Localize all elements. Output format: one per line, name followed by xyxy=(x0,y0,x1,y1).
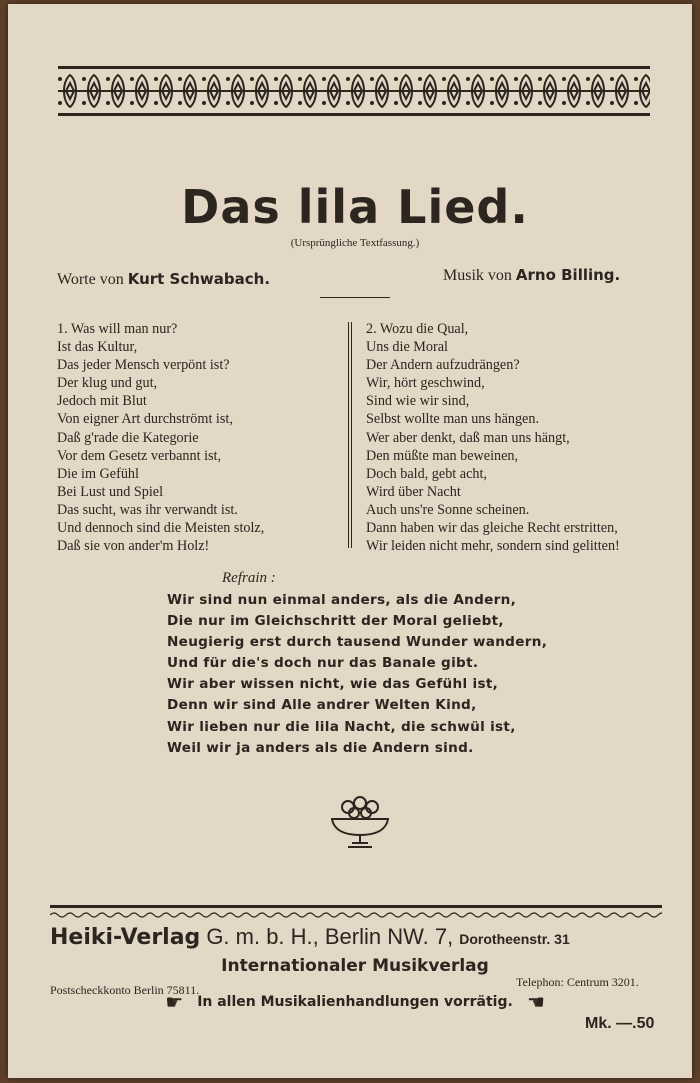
verse-line: Dann haben wir das gleiche Recht erstritten, xyxy=(366,520,618,537)
verse-line: Der Andern aufzudrängen? xyxy=(366,357,520,374)
lyricist-name: Kurt Schwabach. xyxy=(127,270,271,288)
verse-line: Das sucht, was ihr verwandt ist. xyxy=(57,501,238,518)
refrain-line: Neugierig erst durch tausend Wunder wandern, xyxy=(167,634,548,651)
verse-line: Doch bald, gebt acht, xyxy=(366,465,487,482)
footer-rule xyxy=(50,905,662,921)
composer-prefix: Musik von xyxy=(443,267,512,284)
verse-line: Und dennoch sind die Meisten stolz, xyxy=(57,520,265,537)
verse-2 xyxy=(366,320,620,555)
verse-line: Bei Lust und Spiel xyxy=(57,483,164,500)
refrain-line: Wir lieben nur die lila Nacht, die schwül ist, xyxy=(167,718,516,735)
verse-line: Jedoch mit Blut xyxy=(57,393,147,410)
verse-line: Den müßte man beweinen, xyxy=(366,447,519,464)
composer-name: Arno Billing. xyxy=(515,266,621,284)
availability-text: In allen Musikalienhandlungen vorrätig. xyxy=(197,994,513,1010)
postscheck-account: Postscheckkonto Berlin 75811. xyxy=(50,983,200,997)
verse-line: Wir, hört geschwind, xyxy=(366,375,485,392)
composer-credit xyxy=(443,266,620,285)
verse-line: Uns die Moral xyxy=(366,339,448,356)
refrain-line: Denn wir sind Alle andrer Welten Kind, xyxy=(167,697,477,714)
refrain-line: Und für die's doch nur das Banale gibt. xyxy=(167,655,479,672)
price: Mk. —.50 xyxy=(585,1015,655,1032)
verse-line: Wir leiden nicht mehr, sondern sind gelitten! xyxy=(366,538,620,555)
verse-line: Wer aber denkt, daß man uns hängt, xyxy=(366,429,570,446)
verse-line: Ist das Kultur, xyxy=(57,339,138,356)
availability-line xyxy=(0,990,700,1014)
fruit-bowl-ornament-icon xyxy=(328,795,392,851)
publisher-company: G. m. b. H., Berlin NW. 7, xyxy=(206,924,454,949)
publisher-name: Heiki-Verlag xyxy=(50,925,201,950)
verse-line: Auch uns're Sonne scheinen. xyxy=(366,501,530,518)
telephone-number: Telephon: Centrum 3201. xyxy=(516,975,639,989)
refrain-line: Weil wir ja anders als die Andern sind. xyxy=(167,739,474,756)
song-subtitle: (Ursprüngliche Textfassung.) xyxy=(290,237,420,249)
lyricist-prefix: Worte von xyxy=(57,271,124,288)
refrain-label: Refrain : xyxy=(222,570,276,586)
verse-line: Das jeder Mensch verpönt ist? xyxy=(57,357,230,374)
decorative-border-ornament xyxy=(58,66,650,116)
verse-line: 1. Was will man nur? xyxy=(57,321,178,337)
verse-line: Sind wie wir sind, xyxy=(366,393,470,410)
verse-line: Daß g'rade die Kategorie xyxy=(57,429,199,446)
refrain-line: Wir aber wissen nicht, wie das Gefühl ist, xyxy=(167,676,499,693)
song-title: Das lila Lied. xyxy=(181,180,529,234)
refrain-line: Die nur im Gleichschritt der Moral geliebt, xyxy=(167,613,504,630)
verse-line: Wird über Nacht xyxy=(366,483,461,500)
publisher-address: Dorotheenstr. 31 xyxy=(459,931,570,947)
divider xyxy=(320,297,390,298)
verse-line: Daß sie von ander'm Holz! xyxy=(57,538,210,555)
column-divider xyxy=(348,322,352,548)
verse-line: Selbst wollte man uns hängen. xyxy=(366,411,539,428)
publisher-line xyxy=(50,924,570,951)
publisher-tagline: Internationaler Musikverlag xyxy=(221,956,489,976)
verse-1 xyxy=(57,320,264,555)
verse-line: Von eigner Art durchströmt ist, xyxy=(57,411,233,428)
lyricist-credit xyxy=(57,270,270,289)
verse-line: 2. Wozu die Qual, xyxy=(366,321,469,337)
verse-line: Die im Gefühl xyxy=(57,465,139,482)
pointing-hand-left-icon: ☛ xyxy=(526,990,545,1014)
refrain xyxy=(167,590,547,759)
pointing-hand-right-icon: ☛ xyxy=(165,990,184,1014)
refrain-line: Wir sind nun einmal anders, als die Andern, xyxy=(167,592,517,608)
verse-line: Der klug und gut, xyxy=(57,375,158,392)
verse-line: Vor dem Gesetz verbannt ist, xyxy=(57,447,222,464)
